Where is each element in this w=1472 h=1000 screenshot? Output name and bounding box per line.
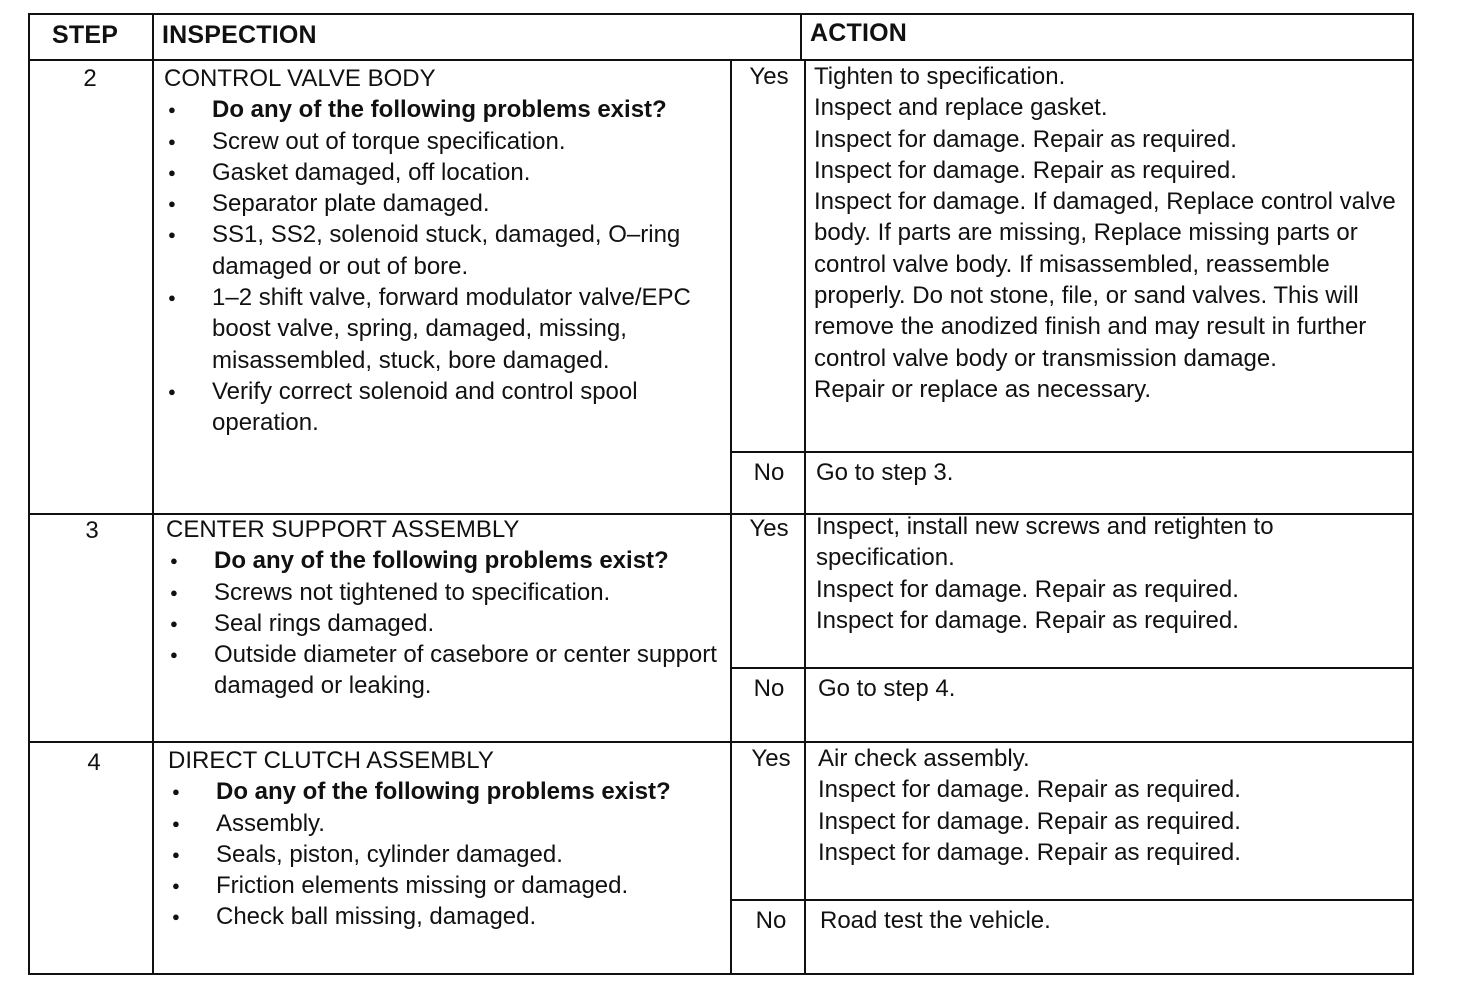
inspection-list xyxy=(164,94,724,438)
inspection-item: ● Outside diameter of casebore or center support damaged or leaking. xyxy=(166,639,726,702)
yes-label: Yes xyxy=(749,63,789,90)
inspection-cell xyxy=(164,63,724,439)
action-line: Inspect for damage. Repair as required. xyxy=(816,575,1239,603)
action-line: Inspect for damage. Repair as required. xyxy=(816,606,1239,634)
diagnostic-table xyxy=(28,13,1414,973)
yes-label: Yes xyxy=(751,745,791,772)
no-label: No xyxy=(753,459,785,486)
action-line: Inspect for damage. Repair as required. xyxy=(814,125,1237,153)
inspection-item: ● Assembly. xyxy=(168,808,728,839)
no-action: Go to step 4. xyxy=(818,675,956,702)
inspection-title: CENTER SUPPORT ASSEMBLY xyxy=(166,516,520,543)
inspection-list xyxy=(166,545,726,701)
inspection-item: ● Separator plate damaged. xyxy=(164,188,724,219)
inspection-cell xyxy=(166,514,726,702)
action-line: Inspect for damage. If damaged, Replace control valve body. If parts are missing, Replace missing parts or control valve body. If misassembled, reassemble properly. Do not stone, file, or sand valves. This will remove the anodized finish and may result in further control valve body or transmission damage. xyxy=(814,188,1396,372)
inspection-item: ● Screws not tightened to specification. xyxy=(166,577,726,608)
no-action: Go to step 3. xyxy=(816,459,954,486)
inspection-column-divider xyxy=(800,13,802,59)
no-action: Road test the vehicle. xyxy=(820,907,1051,934)
yes-no-divider xyxy=(730,899,1414,901)
inspection-item: ● Check ball missing, damaged. xyxy=(168,901,728,932)
action-line: Inspect for damage. Repair as required. xyxy=(814,156,1237,184)
inspection-title: CONTROL VALVE BODY xyxy=(164,65,436,92)
action-line: Inspect for damage. Repair as required. xyxy=(818,776,1241,804)
header-inspection: INSPECTION xyxy=(162,21,317,49)
step-number: 2 xyxy=(83,65,97,92)
step-column-divider xyxy=(152,13,154,975)
yes-no-divider xyxy=(730,667,1414,669)
action-line: Inspect and replace gasket. xyxy=(814,94,1108,122)
header-action: ACTION xyxy=(810,19,908,47)
inspection-question: ● Do any of the following problems exist? xyxy=(168,776,728,807)
inspection-item: ● Seal rings damaged. xyxy=(166,608,726,639)
yes-label: Yes xyxy=(749,515,789,542)
action-line: Tighten to specification. xyxy=(814,63,1066,90)
inspection-question: ● Do any of the following problems exist? xyxy=(164,94,724,125)
yes-no-divider xyxy=(730,451,1414,453)
action-line: Repair or replace as necessary. xyxy=(814,375,1152,403)
no-label: No xyxy=(755,907,787,934)
inspection-cell xyxy=(168,745,728,933)
inspection-title: DIRECT CLUTCH ASSEMBLY xyxy=(168,747,494,774)
inspection-item: ● SS1, SS2, solenoid stuck, damaged, O–ring damaged or out of bore. xyxy=(164,219,724,282)
step-number: 3 xyxy=(85,517,99,544)
action-line: Inspect, install new screws and retighten to specification. xyxy=(816,513,1274,572)
inspection-item: ● Friction elements missing or damaged. xyxy=(168,870,728,901)
inspection-list xyxy=(168,776,728,932)
inspection-item: ● Screw out of torque specification. xyxy=(164,126,724,157)
yes-actions xyxy=(814,61,1404,405)
action-line: Air check assembly. xyxy=(818,745,1030,772)
header-step: STEP xyxy=(52,21,119,49)
inspection-item: ● Seals, piston, cylinder damaged. xyxy=(168,839,728,870)
inspection-item: ● Gasket damaged, off location. xyxy=(164,157,724,188)
yes-actions xyxy=(818,743,1398,868)
step-number: 4 xyxy=(87,749,101,776)
no-label: No xyxy=(753,675,785,702)
action-line: Inspect for damage. Repair as required. xyxy=(818,838,1241,866)
inspection-item: ● 1–2 shift valve, forward modulator valve/EPC boost valve, spring, damaged, missing, misassembled, stuck, bore damaged. xyxy=(164,282,724,376)
action-line: Inspect for damage. Repair as required. xyxy=(818,807,1241,835)
inspection-question: ● Do any of the following problems exist? xyxy=(166,545,726,576)
inspection-item: ● Verify correct solenoid and control spool operation. xyxy=(164,376,724,439)
yes-actions xyxy=(816,511,1376,636)
